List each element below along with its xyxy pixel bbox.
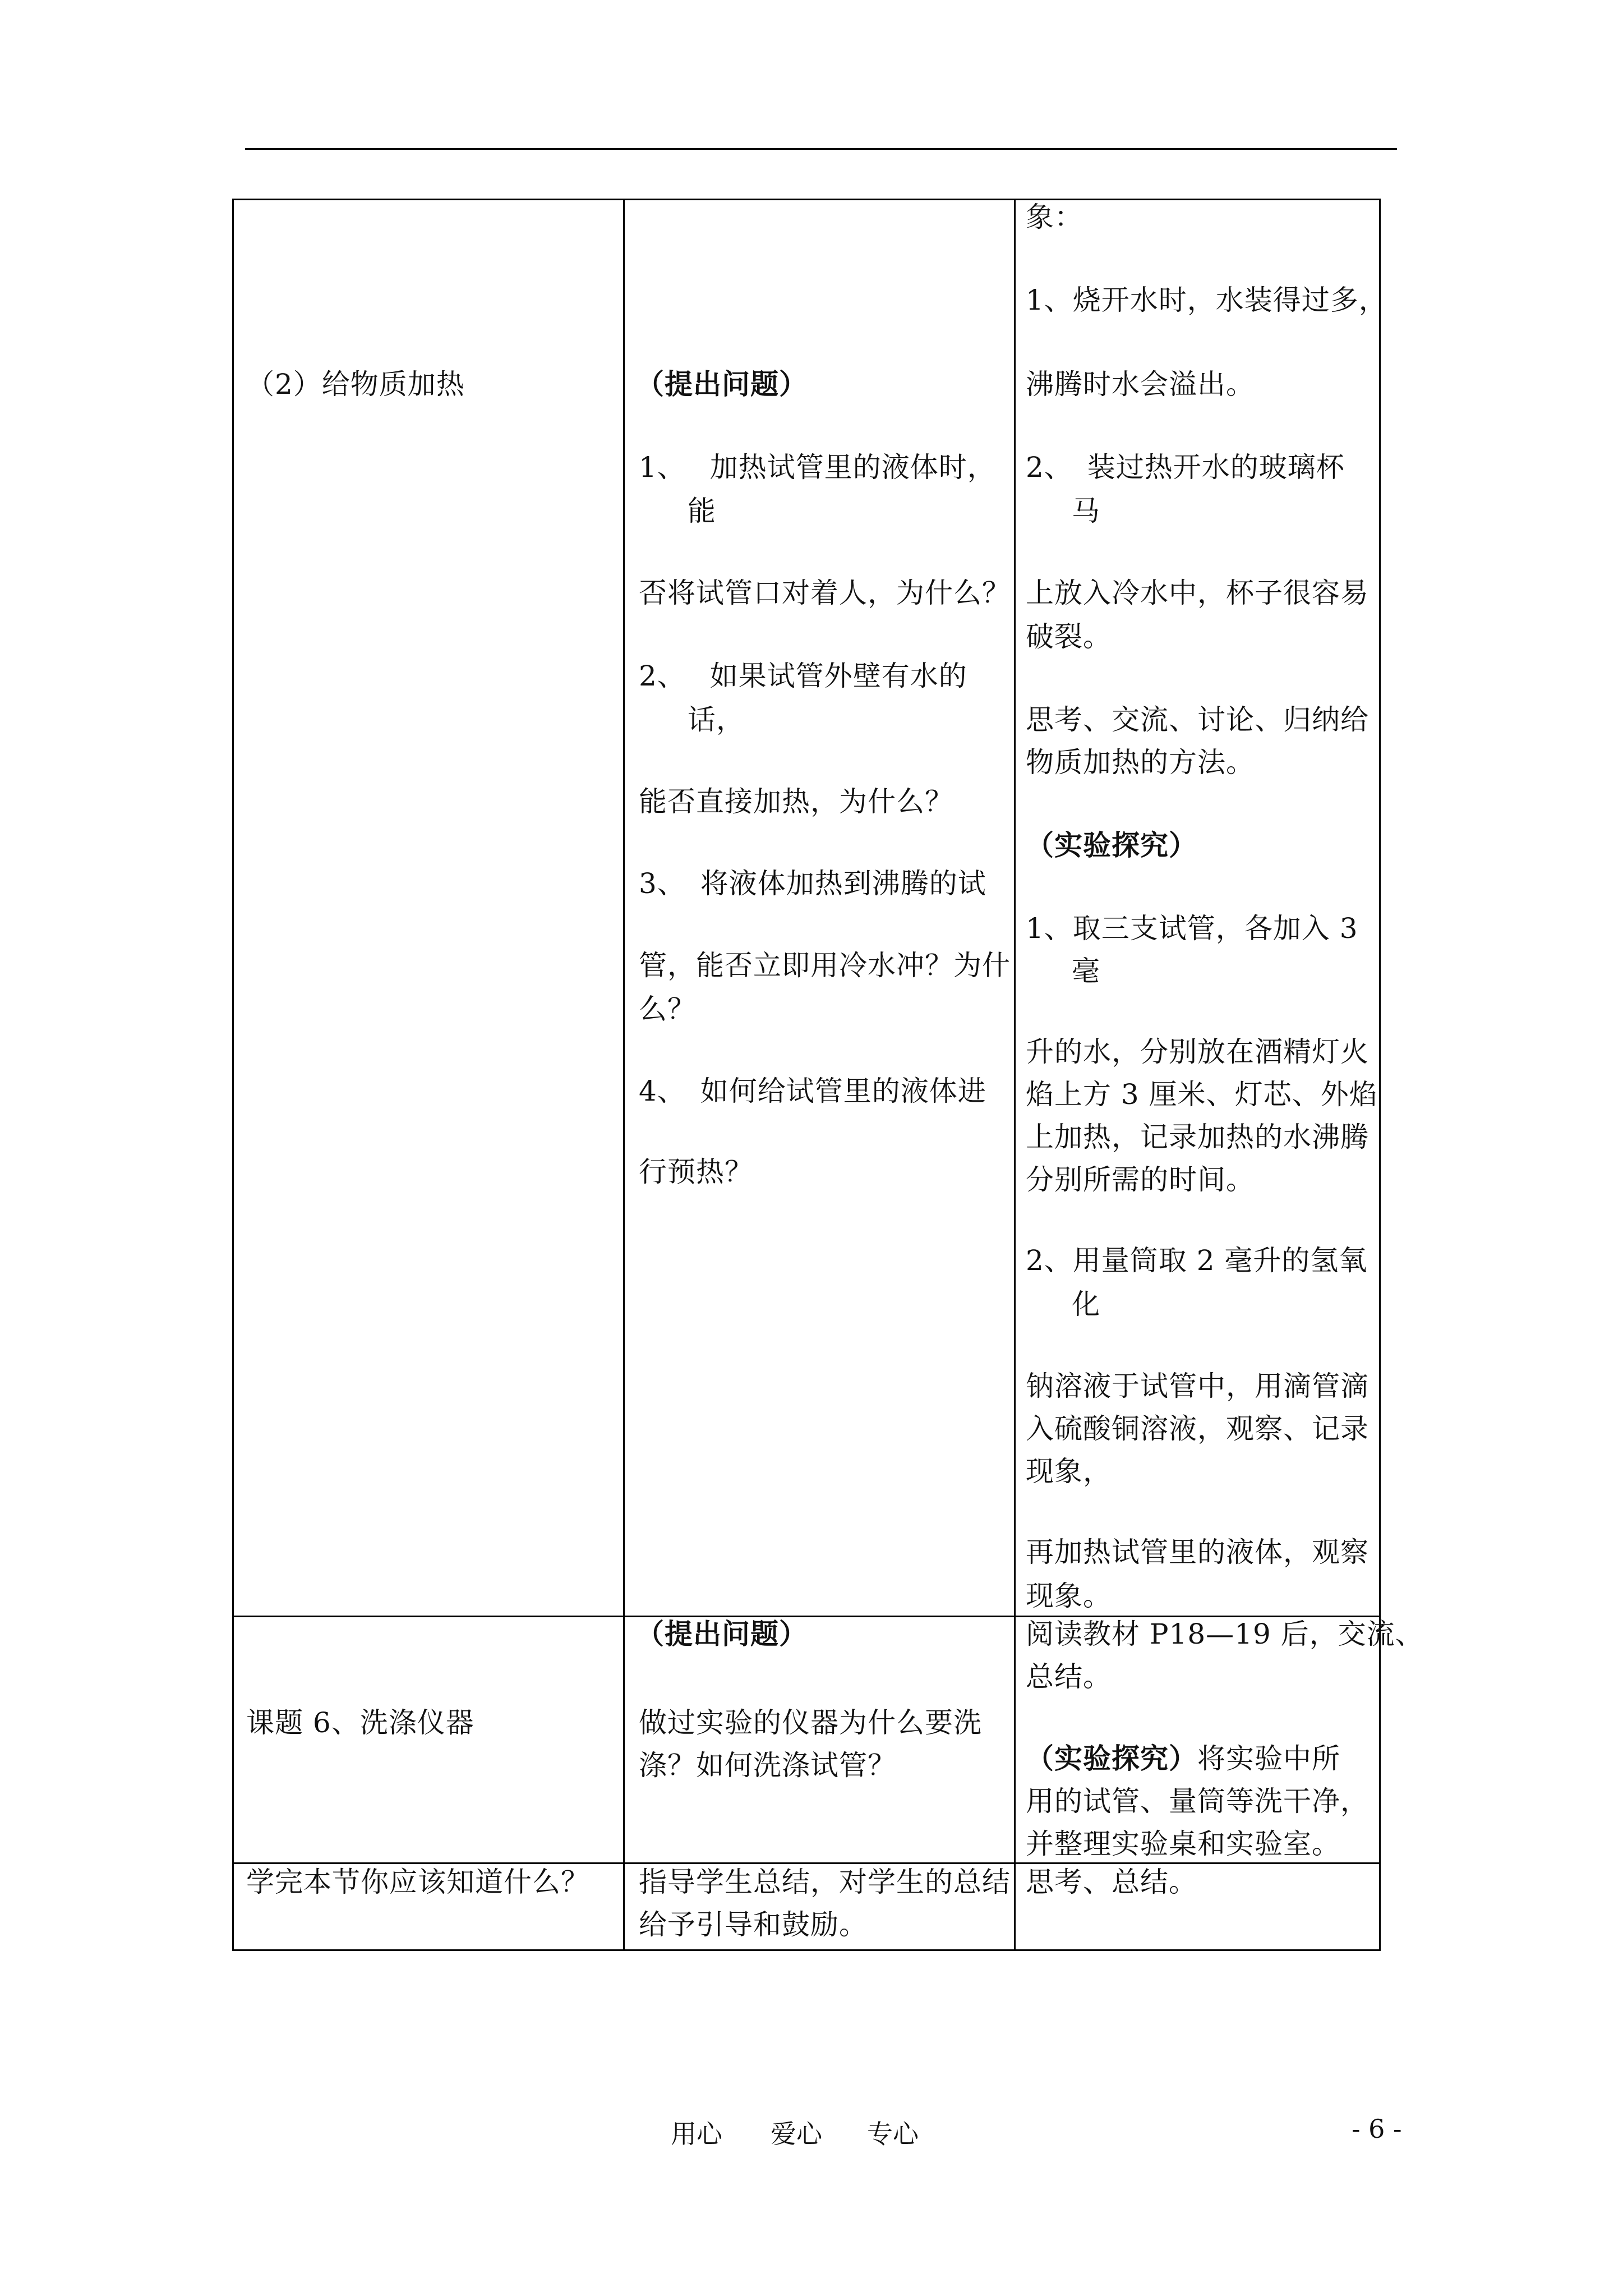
page-number: - 6 -	[1352, 2114, 1402, 2144]
activity-line: 再加热试管里的液体，观察	[1026, 1536, 1369, 1568]
guidance-line: 指导学生总结，对学生的总结	[639, 1866, 1011, 1898]
activity-line: 阅读教材 P18—19 后，交流、	[1026, 1618, 1424, 1650]
activity-line-tail: 将实验中所	[1197, 1742, 1340, 1775]
experiment-heading: （实验探究）	[1026, 829, 1197, 862]
activity-line: 破裂。	[1026, 620, 1112, 653]
activity-line: 2、用量筒取 2 毫升的氢氧	[1026, 1244, 1368, 1277]
activity-line: 物质加热的方法。	[1026, 746, 1255, 779]
activity-line: 沸腾时水会溢出。	[1026, 368, 1255, 401]
question-line: 行预热？	[639, 1156, 753, 1188]
question-line: 2、 如果试管外壁有水的	[639, 660, 967, 692]
activity-line: 总结。	[1026, 1660, 1112, 1693]
teacher-activity-cell	[625, 1864, 1016, 1949]
question-line: 管，能否立即用冷水冲？为什	[639, 949, 1011, 982]
guidance-line: 给予引导和鼓励。	[639, 1908, 868, 1941]
activity-line: 1、烧开水时，水装得过多，	[1026, 284, 1387, 316]
activity-line: 焰上方 3 厘米、灯芯、外焰	[1026, 1078, 1378, 1111]
footer-word-3: 专心	[867, 2119, 919, 2149]
activity-line: 入硫酸铜溶液，观察、记录	[1026, 1412, 1369, 1445]
teacher-activity-cell	[625, 200, 1016, 1616]
activity-line: 上放入冷水中，杯子很容易	[1026, 577, 1369, 609]
activity-line: 现象。	[1026, 1580, 1112, 1612]
question-heading: （提出问题）	[636, 367, 808, 401]
topic-text: （2）给物质加热	[246, 368, 465, 401]
footer-word-1: 用心	[671, 2119, 722, 2149]
header-rule	[245, 148, 1397, 150]
activity-line: 马	[1072, 495, 1100, 527]
activity-line: 钠溶液于试管中，用滴管滴	[1026, 1370, 1369, 1402]
activity-line: 现象，	[1026, 1455, 1112, 1488]
activity-line	[1026, 1737, 1340, 1780]
activity-line: 2、 装过热开水的玻璃杯	[1026, 451, 1345, 484]
activity-line: 毫	[1072, 955, 1100, 987]
table-row	[234, 200, 1387, 1617]
activity-line: 升的水，分别放在酒精灯火	[1026, 1036, 1369, 1068]
activity-line: 化	[1072, 1288, 1100, 1320]
topic-cell	[234, 1617, 625, 1862]
question-line: 做过实验的仪器为什么要洗	[639, 1706, 982, 1739]
footer-word-2: 爱心	[771, 2119, 822, 2149]
student-activity-cell	[1016, 200, 1387, 1616]
question-line: 3、 将液体加热到沸腾的试	[639, 867, 986, 900]
question-line: 1、 加热试管里的液体时，	[639, 451, 996, 484]
question-line: 涤？如何洗涤试管？	[639, 1749, 896, 1782]
question-line: 4、 如何给试管里的液体进	[639, 1075, 986, 1107]
activity-line: 思考、总结。	[1026, 1866, 1197, 1898]
activity-line: 用的试管、量筒等洗干净，	[1026, 1785, 1369, 1818]
topic-cell	[234, 200, 625, 1616]
experiment-heading: （实验探究）	[1026, 1742, 1197, 1775]
activity-line: 1、取三支试管，各加入 3	[1026, 912, 1358, 945]
question-line: 能	[688, 495, 716, 527]
question-heading: （提出问题）	[636, 1617, 808, 1650]
topic-text: 学完本节你应该知道什么？	[246, 1866, 589, 1898]
table-row	[234, 1617, 1424, 1864]
question-line: 否将试管口对着人，为什么？	[639, 577, 1011, 609]
question-line: 么？	[639, 993, 696, 1025]
student-activity-cell	[1016, 1617, 1424, 1862]
topic-text: 课题 6、洗涤仪器	[246, 1706, 474, 1739]
topic-cell	[234, 1864, 625, 1949]
question-line: 能否直接加热，为什么？	[639, 785, 953, 818]
lesson-table	[232, 199, 1424, 1951]
activity-line: 分别所需的时间。	[1026, 1163, 1255, 1196]
student-activity-cell	[1016, 1864, 1379, 1949]
activity-line: 象：	[1026, 201, 1083, 233]
question-line: 话，	[688, 703, 745, 736]
activity-line: 上加热，记录加热的水沸腾	[1026, 1121, 1369, 1153]
activity-line: 思考、交流、讨论、归纳给	[1026, 703, 1369, 736]
teacher-activity-cell	[625, 1617, 1016, 1862]
table-row	[234, 1864, 1379, 1949]
activity-line: 并整理实验桌和实验室。	[1026, 1828, 1340, 1860]
